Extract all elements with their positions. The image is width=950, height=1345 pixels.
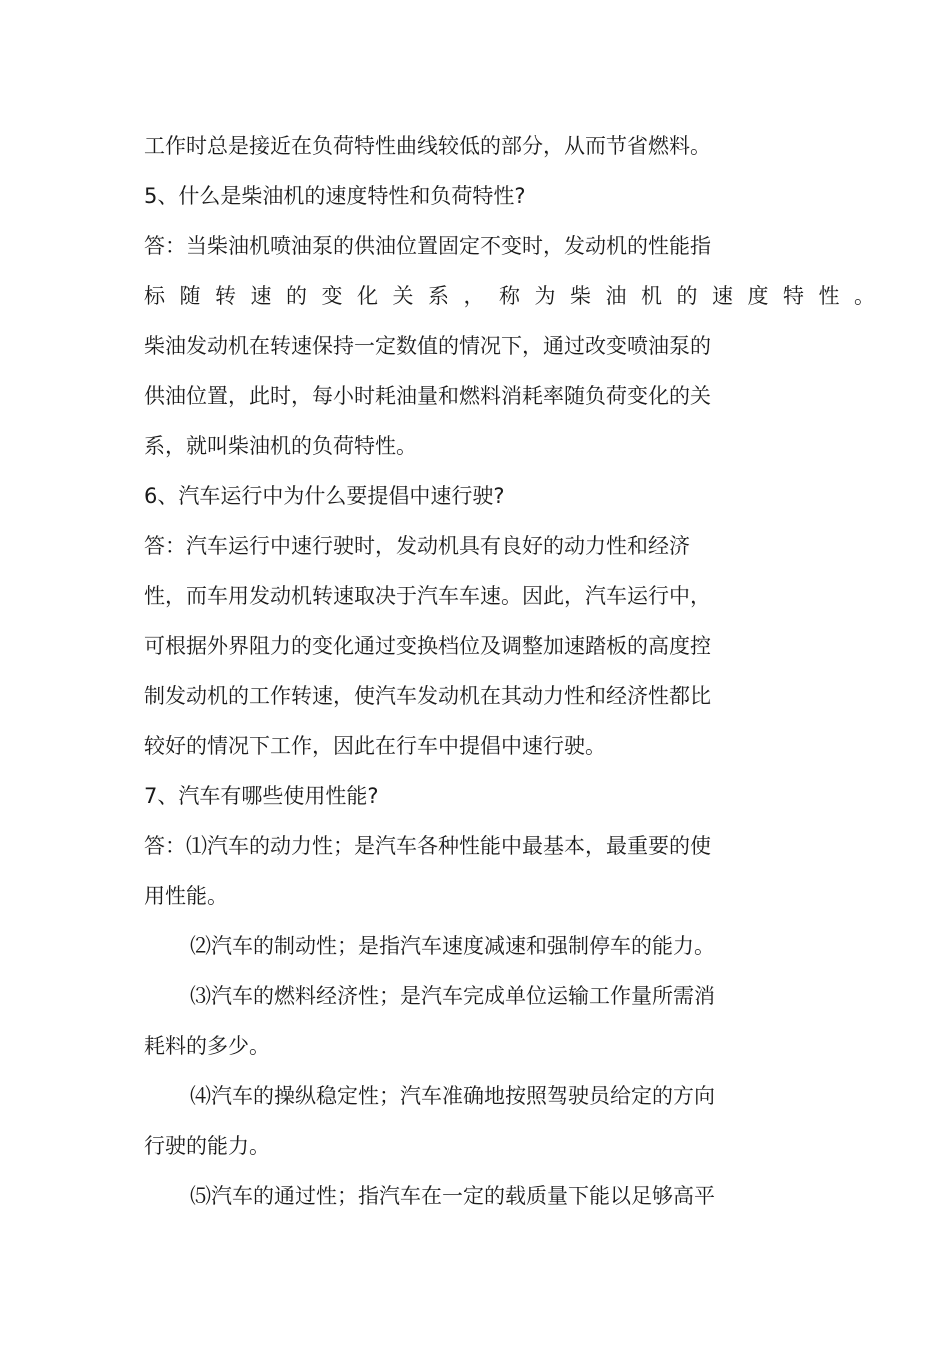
paragraph-line: 用性能。 [144,884,228,908]
paragraph-line: 行驶的能力。 [144,1134,270,1158]
paragraph-line: ⑶汽车的燃料经济性；是汽车完成单位运输工作量所需消 [190,984,715,1008]
question-heading: 7、汽车有哪些使用性能? [144,784,379,808]
paragraph-line: 标随转速的变化关系，称为柴油机的速度特性。 [144,284,890,308]
question-heading: 6、汽车运行中为什么要提倡中速行驶? [144,484,505,508]
paragraph-line: 耗料的多少。 [144,1034,270,1058]
paragraph-line: 工作时总是接近在负荷特性曲线较低的部分，从而节省燃料。 [144,134,711,158]
paragraph-line: 柴油发动机在转速保持一定数值的情况下，通过改变喷油泵的 [144,334,711,358]
paragraph-line: 性，而车用发动机转速取决于汽车车速。因此，汽车运行中， [144,584,711,608]
paragraph-line: 供油位置，此时，每小时耗油量和燃料消耗率随负荷变化的关 [144,384,711,408]
paragraph-line: 较好的情况下工作，因此在行车中提倡中速行驶。 [144,734,606,758]
paragraph-line: 答：汽车运行中速行驶时，发动机具有良好的动力性和经济 [144,534,690,558]
paragraph-line: ⑸汽车的通过性；指汽车在一定的载质量下能以足够高平 [190,1184,715,1208]
question-heading: 5、什么是柴油机的速度特性和负荷特性? [144,184,526,208]
paragraph-line: ⑷汽车的操纵稳定性；汽车准确地按照驾驶员给定的方向 [190,1084,715,1108]
paragraph-line: ⑵汽车的制动性；是指汽车速度减速和强制停车的能力。 [190,934,715,958]
paragraph-line: 答：⑴汽车的动力性；是汽车各种性能中最基本，最重要的使 [144,834,711,858]
paragraph-line: 可根据外界阻力的变化通过变换档位及调整加速踏板的高度控 [144,634,711,658]
paragraph-line: 系，就叫柴油机的负荷特性。 [144,434,417,458]
paragraph-line: 制发动机的工作转速，使汽车发动机在其动力性和经济性都比 [144,684,711,708]
paragraph-line: 答：当柴油机喷油泵的供油位置固定不变时，发动机的性能指 [144,234,711,258]
